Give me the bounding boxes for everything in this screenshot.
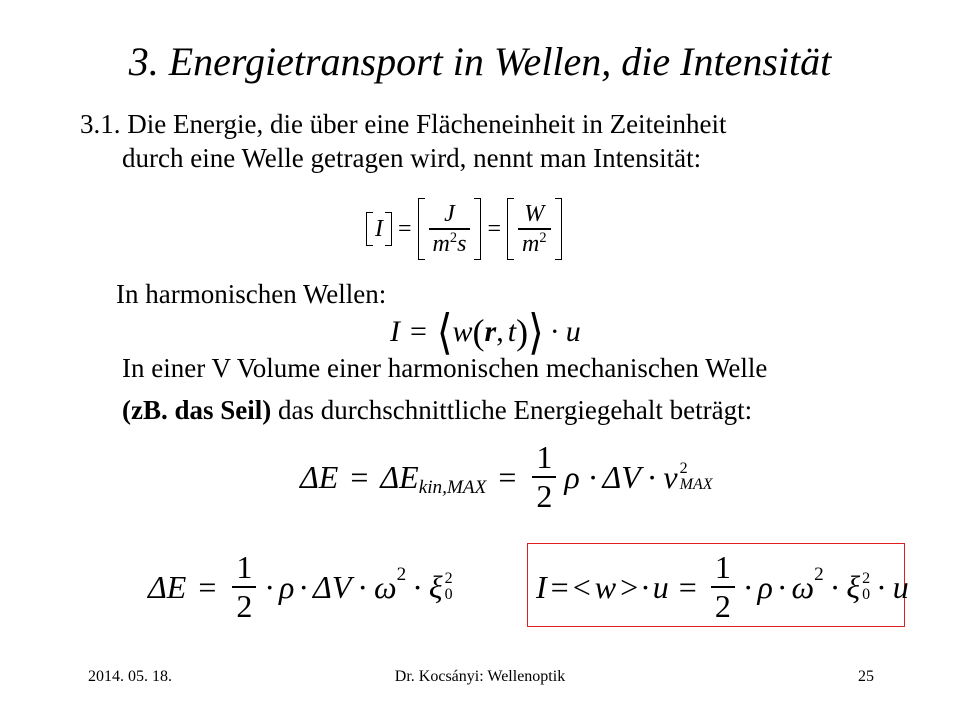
- intensity-unit-formula: I = $\frac{J}{m^2s}$ = $\frac{W}{m^2}$: [366, 196, 562, 262]
- definition-line-1: 3.1. Die Energie, die über eine Flächeneinheit in Zeiteinheit: [80, 109, 727, 139]
- slide-title: 3. Energietransport in Wellen, die Intensität: [128, 39, 832, 84]
- definition-line-2: durch eine Welle getragen wird, nennt man Intensität:: [122, 143, 702, 173]
- volume-line-2-rest: das durchschnittliche Energiegehalt beträgt:: [271, 395, 753, 425]
- energy-formula-kinetic: ΔE = ΔE $_{kin,MAX}$ = $\frac{1}{2}$ ρ · ΔV · v 2 MAX: [300, 439, 713, 514]
- footer-date: 2014. 05. 18.: [88, 668, 172, 685]
- volume-line-2: [122, 394, 752, 428]
- intensity-result-formula: I = < w > · u = $\frac{1}{2}$ · ρ · ω $^2$ · ξ 2 0 · u: [536, 549, 909, 624]
- harmonic-waves-label: In harmonischen Wellen:: [116, 279, 387, 309]
- footer-page-number: 25: [858, 668, 874, 685]
- rope-example: (zB. das Seil): [122, 395, 272, 425]
- energy-formula-amplitude: ΔE = $\frac{1}{2}$ · ρ · ΔV · ω $^2$ · ξ 2 0: [148, 549, 453, 624]
- volume-line-1: In einer V Volume einer harmonischen mechanischen Welle: [122, 353, 768, 383]
- intensity-harmonic-formula: I = ⟨ w ( r , t ) ⟩ · u: [390, 305, 581, 359]
- footer-author: Dr. Kocsányi: Wellenoptik: [394, 668, 566, 685]
